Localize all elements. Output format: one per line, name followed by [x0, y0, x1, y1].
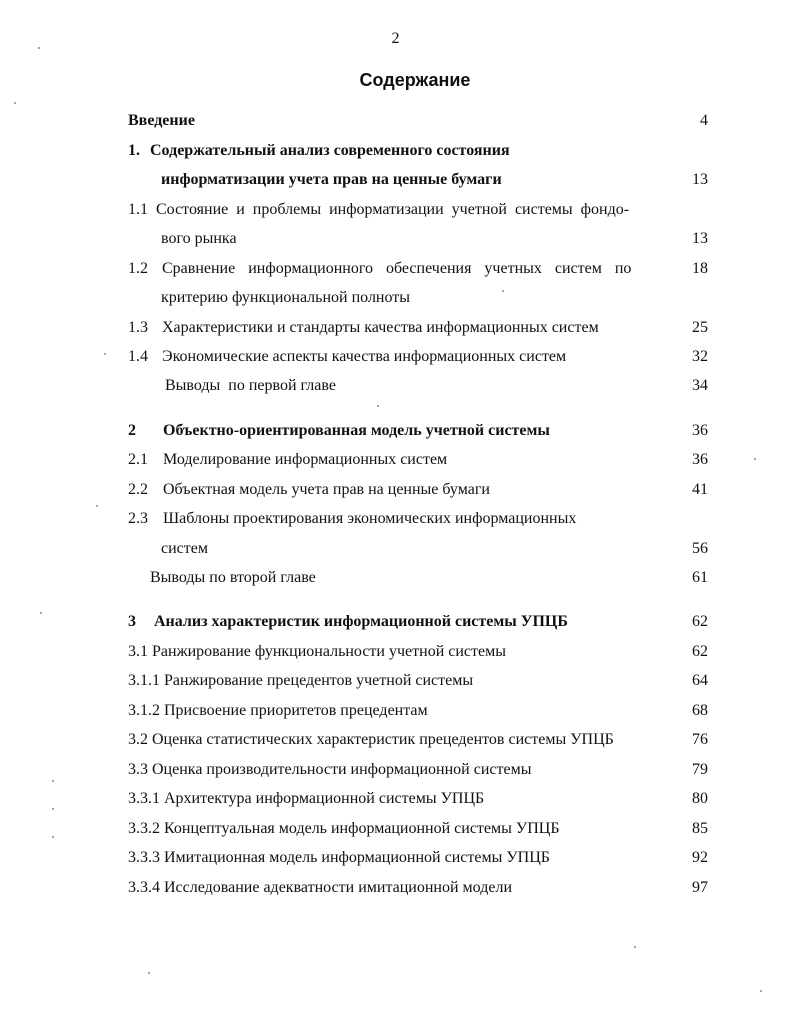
entry-text: вого рынка	[161, 230, 237, 247]
toc-entry-3-3-3	[128, 848, 550, 868]
entry-text: Имитационная модель информационной системы УПЦБ	[164, 849, 550, 866]
entry-page: 32	[692, 348, 708, 365]
entry-number: 3	[128, 613, 136, 630]
entry-page: 36	[692, 451, 708, 468]
entry-text: Оценка статистических характеристик прецедентов системы УПЦБ	[152, 731, 614, 748]
entry-number: 3.3.2	[128, 820, 160, 837]
entry-text: Содержательный анализ современного состояния	[150, 142, 510, 159]
scan-speck	[760, 990, 762, 992]
toc-entry-1-2	[128, 259, 631, 279]
scan-speck	[14, 102, 16, 104]
entry-page: 68	[692, 702, 708, 719]
entry-number: 3.1	[128, 643, 148, 660]
toc-entry-1-3	[128, 318, 599, 338]
entry-text: Экономические аспекты качества информационных систем	[162, 348, 567, 365]
entry-text: Анализ характеристик информационной системы УПЦБ	[154, 613, 568, 630]
entry-text: Ранжирование прецедентов учетной системы	[164, 672, 474, 689]
toc-entry-3-2	[128, 730, 614, 750]
entry-page: 97	[692, 879, 708, 896]
toc-entry-3-3-2	[128, 819, 560, 839]
entry-text: Состояние и проблемы информатизации учетной системы фондо-	[156, 201, 630, 218]
entry-number: 3.3	[128, 761, 148, 778]
scan-speck	[754, 458, 756, 460]
scan-speck	[38, 47, 40, 49]
entry-number: 3.1.2	[128, 702, 160, 719]
entry-text: Моделирование информационных систем	[163, 451, 448, 468]
entry-page: 25	[692, 319, 708, 336]
entry-number: 1.3	[128, 319, 148, 336]
scan-speck	[148, 972, 150, 974]
scan-speck	[52, 780, 54, 782]
entry-page: 18	[692, 260, 708, 277]
toc-entry-3-3-1	[128, 789, 484, 809]
entry-page: 36	[692, 422, 708, 439]
page-number: 2	[391, 30, 400, 47]
entry-number: 2	[128, 422, 136, 439]
entry-text: Концептуальная модель информационной системы УПЦБ	[164, 820, 560, 837]
entry-text: Выводы по второй главе	[150, 569, 316, 586]
toc-entry-chapter-1	[128, 141, 510, 161]
toc-entry-chapter-1-cont	[161, 170, 502, 190]
scan-speck	[104, 353, 106, 355]
entry-text: систем	[161, 540, 208, 557]
entry-page: 92	[692, 849, 708, 866]
entry-text: информатизации учета прав на ценные бумаги	[161, 171, 502, 188]
entry-number: 3.2	[128, 731, 148, 748]
entry-text: Шаблоны проектирования экономических информационных	[163, 510, 577, 527]
entry-text: Объектно-ориентированная модель учетной системы	[163, 422, 550, 439]
scan-speck	[40, 612, 42, 614]
entry-number: 1.4	[128, 348, 148, 365]
entry-page: 80	[692, 790, 708, 807]
entry-number: 1.	[128, 142, 140, 159]
entry-number: 2.2	[128, 481, 148, 498]
entry-text: Оценка производительности информационной системы	[152, 761, 532, 778]
scan-speck	[96, 505, 98, 507]
toc-entry-conclusions-1	[165, 376, 336, 396]
toc-entry-chapter-3	[128, 612, 568, 632]
toc-entry-3-1-2	[128, 701, 428, 721]
entry-page: 61	[692, 569, 708, 586]
scan-speck	[52, 808, 54, 810]
toc-entry-3-1-1	[128, 671, 473, 691]
entry-text: Архитектура информационной системы УПЦБ	[164, 790, 485, 807]
entry-text: критерию функциональной полноты	[161, 289, 411, 306]
scan-speck	[634, 946, 636, 948]
toc-entry-conclusions-2	[150, 568, 316, 588]
scan-speck	[377, 405, 379, 407]
entry-page: 76	[692, 731, 708, 748]
entry-text: Ранжирование функциональности учетной системы	[152, 643, 506, 660]
entry-number: 2.1	[128, 451, 148, 468]
toc-entry-1-4	[128, 347, 566, 367]
toc-entry-3-1	[128, 642, 506, 662]
scan-speck	[502, 290, 504, 292]
entry-number: 3.3.3	[128, 849, 160, 866]
toc-entry-2-3	[128, 509, 577, 529]
entry-text: Характеристики и стандарты качества информационных систем	[162, 319, 599, 336]
toc-title: Содержание	[359, 70, 471, 90]
toc-entry-2-2	[128, 480, 490, 500]
toc-entry-2-3-cont	[161, 539, 208, 559]
entry-page: 34	[692, 377, 708, 394]
toc-entry-3-3	[128, 760, 531, 780]
entry-page: 13	[692, 230, 708, 247]
entry-number: 1.1	[128, 201, 148, 218]
entry-page: 13	[692, 171, 708, 188]
toc-entry-1-1	[128, 200, 629, 220]
entry-page: 64	[692, 672, 708, 689]
entry-number: 2.3	[128, 510, 148, 527]
scan-speck	[52, 836, 54, 838]
entry-number: 3.3.1	[128, 790, 160, 807]
entry-text: Исследование адекватности имитационной модели	[164, 879, 513, 896]
toc-entry-3-3-4	[128, 878, 512, 898]
toc-entry-introduction	[128, 111, 195, 131]
toc-entry-1-1-cont	[161, 229, 237, 249]
entry-page: 56	[692, 540, 708, 557]
entry-page: 62	[692, 643, 708, 660]
entry-page: 41	[692, 481, 708, 498]
entry-text: Введение	[128, 112, 195, 129]
entry-number: 1.2	[128, 260, 148, 277]
entry-number: 3.3.4	[128, 879, 160, 896]
toc-entry-chapter-2	[128, 421, 550, 441]
entry-page: 4	[700, 112, 708, 129]
entry-page: 85	[692, 820, 708, 837]
entry-text: Выводы по первой главе	[165, 377, 336, 394]
entry-text: Объектная модель учета прав на ценные бумаги	[163, 481, 490, 498]
entry-text: Сравнение информационного обеспечения учетных систем по	[162, 260, 632, 277]
entry-number: 3.1.1	[128, 672, 160, 689]
entry-page: 62	[692, 613, 708, 630]
toc-entry-2-1	[128, 450, 448, 470]
entry-page: 79	[692, 761, 708, 778]
entry-text: Присвоение приоритетов прецедентам	[164, 702, 428, 719]
toc-entry-1-2-cont	[161, 288, 410, 308]
